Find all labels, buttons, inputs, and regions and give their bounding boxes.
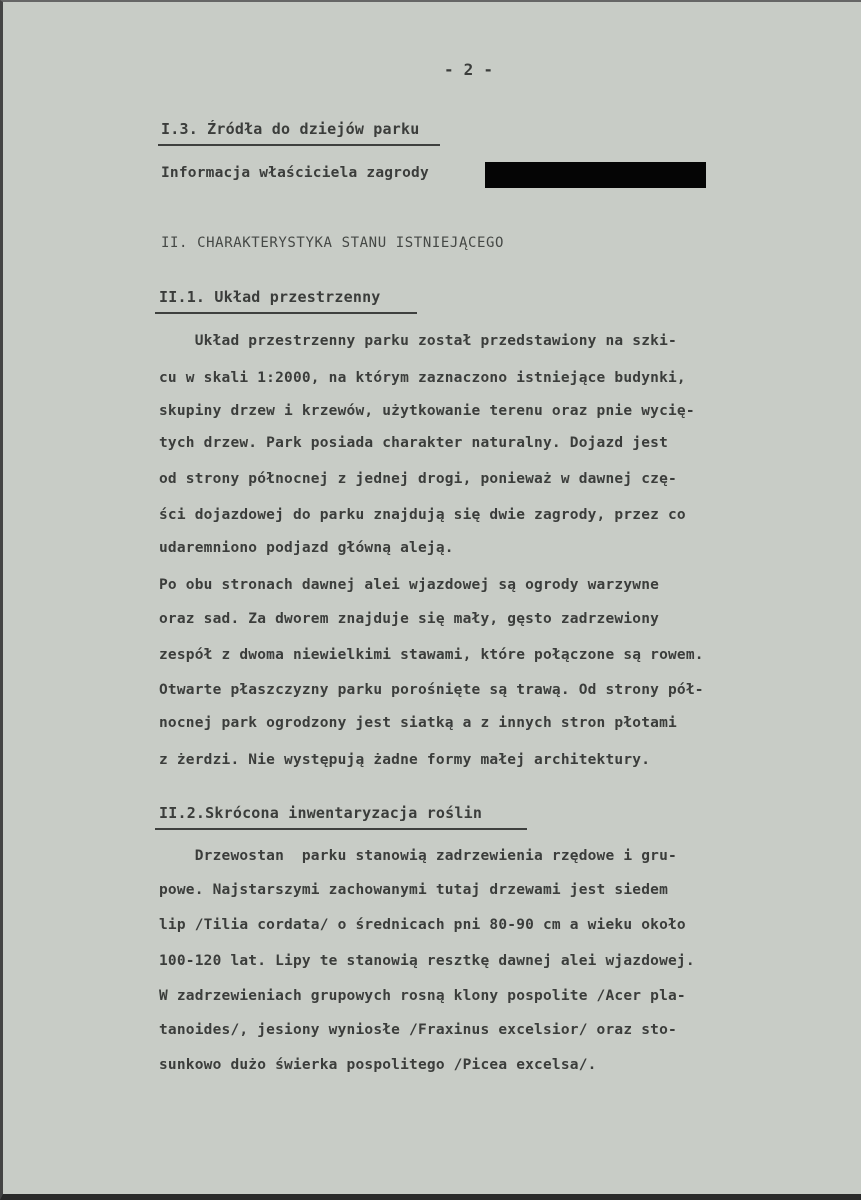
paragraph-line: nocnej park ogrodzony jest siatką a z innych stron płotami — [159, 715, 677, 731]
paragraph-line: lip /Tilia cordata/ o średnicach pni 80-90 cm a wieku około — [159, 917, 686, 933]
heading-underline — [158, 144, 440, 146]
paragraph-line: powe. Najstarszymi zachowanymi tutaj drzewami jest siedem — [159, 882, 668, 898]
paragraph-line: od strony północnej z jednej drogi, ponieważ w dawnej czę- — [159, 471, 677, 487]
section-2-heading: II. CHARAKTERYSTYKA STANU ISTNIEJĄCEGO — [161, 235, 505, 251]
paragraph-line: Drzewostan parku stanowią zadrzewienia rzędowe i gru- — [159, 848, 677, 864]
section-2-1-heading: II.1. Układ przestrzenny — [159, 288, 381, 306]
paragraph-line: tych drzew. Park posiada charakter naturalny. Dojazd jest — [159, 435, 668, 451]
redaction-bar — [485, 162, 706, 188]
page-number: - 2 - — [444, 60, 494, 79]
section-1-3-heading: I.3. Źródła do dziejów parku — [161, 120, 420, 138]
section-2-2-heading: II.2.Skrócona inwentaryzacja roślin — [159, 804, 483, 822]
paragraph-line: skupiny drzew i krzewów, użytkowanie terenu oraz pnie wycię- — [159, 403, 695, 419]
paragraph-line: cu w skali 1:2000, na którym zaznaczono istniejące budynki, — [159, 370, 686, 386]
paragraph-line: 100-120 lat. Lipy te stanowią resztkę dawnej alei wjazdowej. — [159, 953, 695, 969]
paragraph-line: tanoides/, jesiony wyniosłe /Fraxinus excelsior/ oraz sto- — [159, 1022, 677, 1038]
paragraph-line: zespół z dwoma niewielkimi stawami, które połączone są rowem. — [159, 647, 704, 663]
heading-underline — [155, 828, 527, 830]
info-source-text: Informacja właściciela zagrody — [161, 165, 429, 181]
paragraph-line: udaremniono podjazd główną aleją. — [159, 540, 454, 556]
paragraph-line: ści dojazdowej do parku znajdują się dwie zagrody, przez co — [159, 507, 686, 523]
paragraph-line: Układ przestrzenny parku został przedstawiony na szki- — [159, 333, 677, 349]
paragraph-line: z żerdzi. Nie występują żadne formy małej architektury. — [159, 752, 651, 768]
paragraph-line: sunkowo dużo świerka pospolitego /Picea excelsa/. — [159, 1057, 597, 1073]
paragraph-line: W zadrzewieniach grupowych rosną klony pospolite /Acer pla- — [159, 988, 686, 1004]
paragraph-line: Otwarte płaszczyzny parku porośnięte są trawą. Od strony pół- — [159, 682, 704, 698]
paragraph-line: Po obu stronach dawnej alei wjazdowej są ogrody warzywne — [159, 577, 660, 593]
paragraph-line: oraz sad. Za dworem znajduje się mały, gęsto zadrzewiony — [159, 611, 660, 627]
heading-underline — [155, 312, 417, 314]
